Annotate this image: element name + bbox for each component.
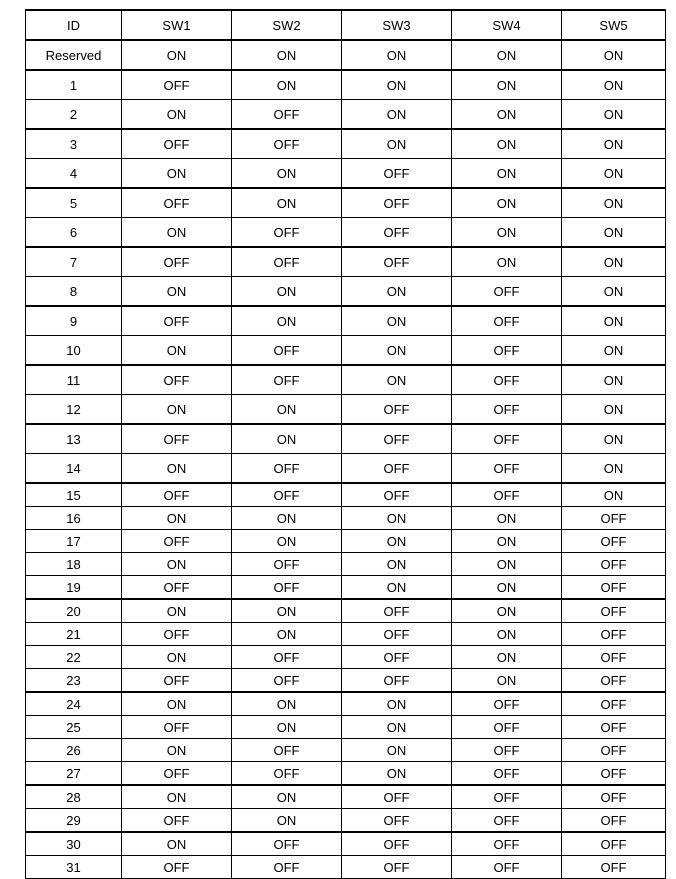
cell-sw4: ON bbox=[452, 669, 562, 693]
cell-sw3: ON bbox=[342, 530, 452, 553]
cell-sw1: OFF bbox=[122, 716, 232, 739]
cell-id: 17 bbox=[26, 530, 122, 553]
cell-sw5: ON bbox=[562, 188, 666, 218]
cell-id: 19 bbox=[26, 576, 122, 600]
cell-sw2: ON bbox=[232, 692, 342, 716]
cell-id: Reserved bbox=[26, 40, 122, 70]
table-row bbox=[26, 218, 666, 248]
cell-sw1: OFF bbox=[122, 530, 232, 553]
cell-sw5: ON bbox=[562, 40, 666, 70]
cell-sw2: ON bbox=[232, 424, 342, 454]
cell-sw2: OFF bbox=[232, 336, 342, 366]
cell-sw4: OFF bbox=[452, 424, 562, 454]
cell-sw1: OFF bbox=[122, 424, 232, 454]
cell-sw5: ON bbox=[562, 483, 666, 507]
cell-sw2: ON bbox=[232, 159, 342, 189]
cell-sw1: OFF bbox=[122, 70, 232, 100]
cell-sw2: ON bbox=[232, 395, 342, 425]
cell-sw5: ON bbox=[562, 70, 666, 100]
cell-id: 23 bbox=[26, 669, 122, 693]
cell-sw2: ON bbox=[232, 785, 342, 809]
cell-sw1: ON bbox=[122, 739, 232, 762]
cell-sw1: ON bbox=[122, 336, 232, 366]
cell-sw2: OFF bbox=[232, 100, 342, 130]
cell-sw5: ON bbox=[562, 424, 666, 454]
cell-sw1: ON bbox=[122, 692, 232, 716]
cell-id: 1 bbox=[26, 70, 122, 100]
cell-sw4: ON bbox=[452, 70, 562, 100]
cell-sw5: OFF bbox=[562, 530, 666, 553]
cell-sw5: ON bbox=[562, 454, 666, 484]
table-row bbox=[26, 785, 666, 809]
cell-id: 22 bbox=[26, 646, 122, 669]
cell-sw5: ON bbox=[562, 277, 666, 307]
cell-sw4: OFF bbox=[452, 856, 562, 879]
cell-sw4: OFF bbox=[452, 454, 562, 484]
cell-sw2: OFF bbox=[232, 576, 342, 600]
cell-sw3: ON bbox=[342, 762, 452, 786]
cell-sw4: OFF bbox=[452, 365, 562, 395]
cell-sw1: ON bbox=[122, 454, 232, 484]
cell-sw5: OFF bbox=[562, 623, 666, 646]
header-sw3: SW3 bbox=[342, 10, 452, 40]
cell-sw4: ON bbox=[452, 218, 562, 248]
table-row bbox=[26, 40, 666, 70]
cell-sw4: OFF bbox=[452, 395, 562, 425]
cell-id: 20 bbox=[26, 599, 122, 623]
cell-sw1: ON bbox=[122, 395, 232, 425]
header-row bbox=[26, 10, 666, 40]
cell-id: 11 bbox=[26, 365, 122, 395]
table-row bbox=[26, 553, 666, 576]
cell-sw2: ON bbox=[232, 599, 342, 623]
cell-sw3: OFF bbox=[342, 785, 452, 809]
cell-sw2: OFF bbox=[232, 483, 342, 507]
cell-sw3: OFF bbox=[342, 395, 452, 425]
table-row bbox=[26, 306, 666, 336]
cell-sw2: ON bbox=[232, 40, 342, 70]
cell-sw2: ON bbox=[232, 277, 342, 307]
table-row bbox=[26, 507, 666, 530]
cell-id: 6 bbox=[26, 218, 122, 248]
cell-sw4: OFF bbox=[452, 483, 562, 507]
table-row bbox=[26, 832, 666, 856]
table-row bbox=[26, 129, 666, 159]
cell-sw4: ON bbox=[452, 599, 562, 623]
cell-sw2: ON bbox=[232, 70, 342, 100]
cell-sw1: ON bbox=[122, 40, 232, 70]
cell-sw3: ON bbox=[342, 507, 452, 530]
cell-id: 3 bbox=[26, 129, 122, 159]
cell-id: 21 bbox=[26, 623, 122, 646]
cell-sw5: ON bbox=[562, 365, 666, 395]
cell-sw2: ON bbox=[232, 306, 342, 336]
cell-sw3: ON bbox=[342, 553, 452, 576]
table-row bbox=[26, 70, 666, 100]
table-row bbox=[26, 277, 666, 307]
cell-id: 8 bbox=[26, 277, 122, 307]
cell-sw5: ON bbox=[562, 395, 666, 425]
cell-id: 26 bbox=[26, 739, 122, 762]
cell-sw3: OFF bbox=[342, 832, 452, 856]
dip-switch-table bbox=[25, 9, 666, 879]
cell-sw4: OFF bbox=[452, 716, 562, 739]
header-sw5: SW5 bbox=[562, 10, 666, 40]
cell-sw4: OFF bbox=[452, 336, 562, 366]
cell-sw3: OFF bbox=[342, 188, 452, 218]
table-row bbox=[26, 530, 666, 553]
table-row bbox=[26, 669, 666, 693]
cell-sw4: ON bbox=[452, 530, 562, 553]
cell-id: 14 bbox=[26, 454, 122, 484]
cell-sw5: OFF bbox=[562, 599, 666, 623]
table-row bbox=[26, 599, 666, 623]
cell-sw4: OFF bbox=[452, 809, 562, 833]
cell-sw2: OFF bbox=[232, 365, 342, 395]
cell-sw1: OFF bbox=[122, 129, 232, 159]
cell-id: 31 bbox=[26, 856, 122, 879]
cell-sw5: OFF bbox=[562, 646, 666, 669]
cell-sw1: ON bbox=[122, 785, 232, 809]
cell-sw3: ON bbox=[342, 739, 452, 762]
table-row bbox=[26, 716, 666, 739]
cell-sw2: OFF bbox=[232, 739, 342, 762]
table-row bbox=[26, 454, 666, 484]
cell-sw2: OFF bbox=[232, 669, 342, 693]
cell-id: 7 bbox=[26, 247, 122, 277]
cell-sw2: OFF bbox=[232, 553, 342, 576]
cell-sw3: OFF bbox=[342, 809, 452, 833]
cell-sw3: OFF bbox=[342, 646, 452, 669]
cell-id: 24 bbox=[26, 692, 122, 716]
cell-sw3: ON bbox=[342, 365, 452, 395]
table-row bbox=[26, 395, 666, 425]
cell-sw3: ON bbox=[342, 336, 452, 366]
cell-sw4: ON bbox=[452, 159, 562, 189]
table-row bbox=[26, 188, 666, 218]
cell-sw1: OFF bbox=[122, 188, 232, 218]
table-row bbox=[26, 809, 666, 833]
cell-sw5: OFF bbox=[562, 832, 666, 856]
cell-sw4: OFF bbox=[452, 762, 562, 786]
cell-sw5: OFF bbox=[562, 692, 666, 716]
cell-id: 30 bbox=[26, 832, 122, 856]
cell-sw3: ON bbox=[342, 129, 452, 159]
cell-id: 28 bbox=[26, 785, 122, 809]
cell-sw4: OFF bbox=[452, 739, 562, 762]
cell-sw5: ON bbox=[562, 100, 666, 130]
cell-sw5: OFF bbox=[562, 553, 666, 576]
cell-sw1: OFF bbox=[122, 306, 232, 336]
cell-sw2: OFF bbox=[232, 218, 342, 248]
cell-sw3: OFF bbox=[342, 454, 452, 484]
table-row bbox=[26, 100, 666, 130]
cell-sw2: OFF bbox=[232, 454, 342, 484]
cell-sw1: OFF bbox=[122, 762, 232, 786]
cell-id: 29 bbox=[26, 809, 122, 833]
table-row bbox=[26, 483, 666, 507]
cell-id: 27 bbox=[26, 762, 122, 786]
cell-sw2: OFF bbox=[232, 762, 342, 786]
cell-sw2: OFF bbox=[232, 832, 342, 856]
cell-sw4: ON bbox=[452, 40, 562, 70]
header-sw4: SW4 bbox=[452, 10, 562, 40]
cell-sw3: OFF bbox=[342, 159, 452, 189]
cell-sw4: OFF bbox=[452, 306, 562, 336]
cell-sw1: ON bbox=[122, 159, 232, 189]
cell-sw3: OFF bbox=[342, 856, 452, 879]
cell-sw5: OFF bbox=[562, 669, 666, 693]
cell-sw1: ON bbox=[122, 218, 232, 248]
cell-sw3: ON bbox=[342, 40, 452, 70]
cell-sw3: ON bbox=[342, 716, 452, 739]
cell-sw4: ON bbox=[452, 188, 562, 218]
cell-sw1: ON bbox=[122, 832, 232, 856]
cell-sw5: OFF bbox=[562, 762, 666, 786]
cell-sw4: OFF bbox=[452, 692, 562, 716]
cell-sw3: ON bbox=[342, 576, 452, 600]
cell-sw2: ON bbox=[232, 188, 342, 218]
cell-sw2: ON bbox=[232, 530, 342, 553]
cell-sw5: OFF bbox=[562, 716, 666, 739]
cell-id: 4 bbox=[26, 159, 122, 189]
cell-sw5: OFF bbox=[562, 739, 666, 762]
table-row bbox=[26, 365, 666, 395]
cell-sw2: ON bbox=[232, 507, 342, 530]
cell-sw1: OFF bbox=[122, 856, 232, 879]
cell-sw4: ON bbox=[452, 100, 562, 130]
cell-sw3: ON bbox=[342, 306, 452, 336]
table-row bbox=[26, 424, 666, 454]
cell-sw4: ON bbox=[452, 129, 562, 159]
cell-sw1: OFF bbox=[122, 669, 232, 693]
header-sw1: SW1 bbox=[122, 10, 232, 40]
cell-sw3: OFF bbox=[342, 599, 452, 623]
cell-sw1: OFF bbox=[122, 623, 232, 646]
table-row bbox=[26, 576, 666, 600]
cell-sw2: OFF bbox=[232, 646, 342, 669]
cell-sw3: OFF bbox=[342, 669, 452, 693]
cell-id: 12 bbox=[26, 395, 122, 425]
cell-sw3: OFF bbox=[342, 247, 452, 277]
cell-sw4: ON bbox=[452, 646, 562, 669]
cell-sw5: ON bbox=[562, 218, 666, 248]
cell-sw1: OFF bbox=[122, 809, 232, 833]
cell-sw2: ON bbox=[232, 809, 342, 833]
table-row bbox=[26, 247, 666, 277]
cell-sw5: OFF bbox=[562, 809, 666, 833]
cell-id: 15 bbox=[26, 483, 122, 507]
cell-sw1: OFF bbox=[122, 483, 232, 507]
cell-sw3: OFF bbox=[342, 483, 452, 507]
cell-id: 16 bbox=[26, 507, 122, 530]
cell-sw2: OFF bbox=[232, 856, 342, 879]
cell-id: 5 bbox=[26, 188, 122, 218]
cell-sw1: ON bbox=[122, 100, 232, 130]
cell-sw5: ON bbox=[562, 129, 666, 159]
cell-sw4: ON bbox=[452, 247, 562, 277]
cell-sw2: OFF bbox=[232, 129, 342, 159]
cell-sw1: ON bbox=[122, 553, 232, 576]
cell-sw2: OFF bbox=[232, 247, 342, 277]
cell-sw4: OFF bbox=[452, 832, 562, 856]
cell-id: 10 bbox=[26, 336, 122, 366]
cell-sw5: OFF bbox=[562, 576, 666, 600]
cell-sw2: ON bbox=[232, 623, 342, 646]
table-header bbox=[26, 10, 666, 40]
cell-sw3: OFF bbox=[342, 424, 452, 454]
cell-sw1: OFF bbox=[122, 365, 232, 395]
cell-sw4: ON bbox=[452, 623, 562, 646]
cell-sw1: ON bbox=[122, 507, 232, 530]
header-sw2: SW2 bbox=[232, 10, 342, 40]
cell-sw4: ON bbox=[452, 507, 562, 530]
table-row bbox=[26, 692, 666, 716]
cell-sw4: OFF bbox=[452, 785, 562, 809]
cell-id: 25 bbox=[26, 716, 122, 739]
table-row bbox=[26, 762, 666, 786]
cell-sw1: ON bbox=[122, 646, 232, 669]
cell-sw5: ON bbox=[562, 159, 666, 189]
cell-sw3: ON bbox=[342, 277, 452, 307]
table-body bbox=[26, 40, 666, 879]
cell-id: 9 bbox=[26, 306, 122, 336]
cell-sw2: ON bbox=[232, 716, 342, 739]
table-row bbox=[26, 159, 666, 189]
table-row bbox=[26, 739, 666, 762]
cell-id: 2 bbox=[26, 100, 122, 130]
cell-sw5: ON bbox=[562, 306, 666, 336]
cell-sw5: ON bbox=[562, 336, 666, 366]
cell-sw1: ON bbox=[122, 277, 232, 307]
cell-sw5: ON bbox=[562, 247, 666, 277]
cell-sw3: ON bbox=[342, 70, 452, 100]
cell-id: 18 bbox=[26, 553, 122, 576]
cell-sw4: ON bbox=[452, 553, 562, 576]
cell-sw1: OFF bbox=[122, 247, 232, 277]
cell-sw4: ON bbox=[452, 576, 562, 600]
cell-sw3: ON bbox=[342, 692, 452, 716]
table-row bbox=[26, 646, 666, 669]
cell-sw4: OFF bbox=[452, 277, 562, 307]
cell-id: 13 bbox=[26, 424, 122, 454]
cell-sw1: ON bbox=[122, 599, 232, 623]
cell-sw5: OFF bbox=[562, 785, 666, 809]
cell-sw5: OFF bbox=[562, 507, 666, 530]
cell-sw5: OFF bbox=[562, 856, 666, 879]
cell-sw3: ON bbox=[342, 100, 452, 130]
table-row bbox=[26, 336, 666, 366]
header-id: ID bbox=[26, 10, 122, 40]
cell-sw3: OFF bbox=[342, 623, 452, 646]
cell-sw3: OFF bbox=[342, 218, 452, 248]
table-row bbox=[26, 623, 666, 646]
cell-sw1: OFF bbox=[122, 576, 232, 600]
